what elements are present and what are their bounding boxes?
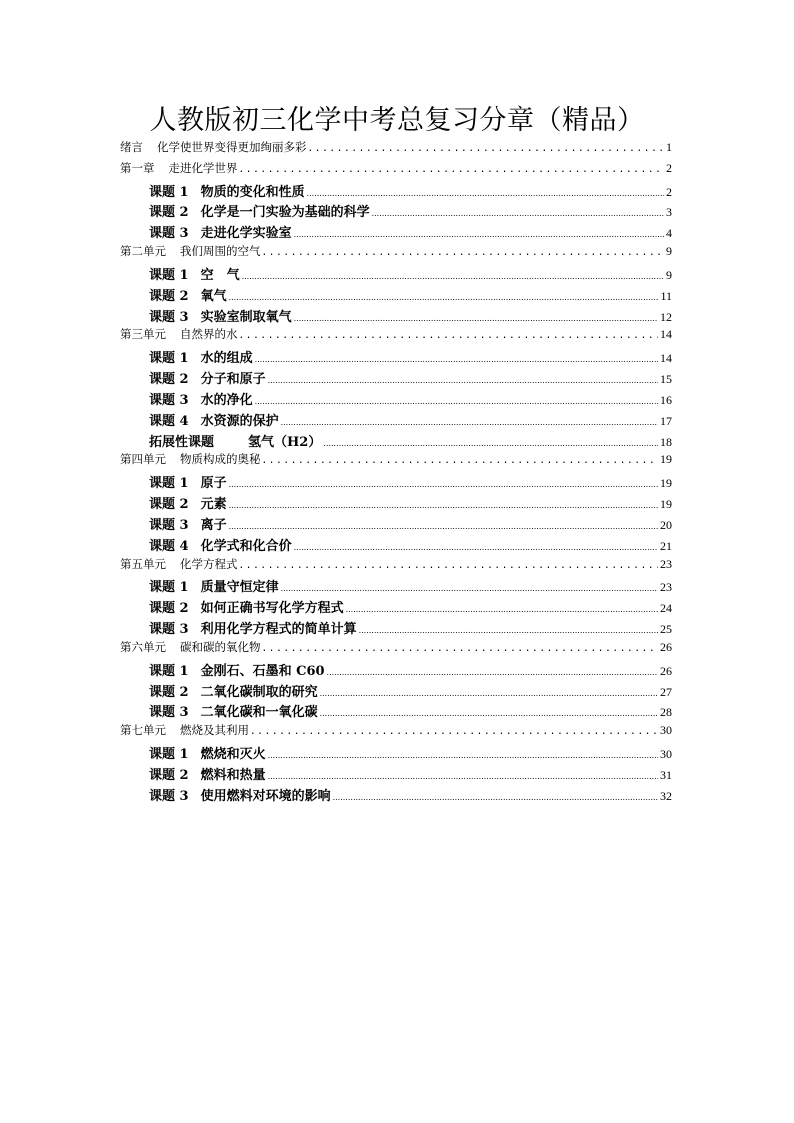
toc-entry-label: 课题 2: [149, 497, 189, 513]
toc-entry-title: 原子: [200, 476, 227, 492]
toc-lesson-entry[interactable]: [149, 410, 672, 429]
toc-entry-label: 课题 3: [149, 622, 189, 638]
dot-leader: [323, 439, 658, 448]
toc-lesson-entry[interactable]: [149, 681, 672, 700]
toc-entry-title: 二氧化碳制取的研究: [200, 684, 318, 700]
dot-leader: [240, 327, 659, 341]
toc-lesson-entry[interactable]: [149, 368, 672, 387]
toc-entry-title: 二氧化碳和一氧化碳: [200, 705, 318, 721]
dot-leader: [255, 355, 658, 364]
toc-lesson-entry[interactable]: [149, 431, 672, 450]
dot-leader: [294, 314, 658, 323]
toc-lesson-entry[interactable]: [149, 264, 672, 283]
toc-lesson-entry[interactable]: [149, 576, 672, 595]
toc-page-number: 23: [660, 580, 672, 595]
toc-entry-title: 金刚石、石墨和 C60: [200, 663, 325, 679]
toc-lesson-entry[interactable]: [149, 785, 672, 804]
toc-page-number: 2: [666, 160, 672, 175]
toc-entry-label: 课题 3: [149, 705, 189, 721]
toc-page-number: 23: [660, 556, 672, 571]
dot-leader: [229, 501, 658, 510]
toc-entry-label: 第一章: [120, 160, 155, 175]
toc-lesson-entry[interactable]: [149, 597, 672, 616]
toc-entry-title: 水的净化: [200, 392, 253, 408]
toc-unit-entry[interactable]: [120, 451, 672, 467]
dot-leader: [242, 272, 664, 281]
toc-entry-label: 第六单元: [120, 639, 166, 654]
toc-page-number: 19: [660, 497, 672, 512]
toc-entry-title: 分子和原子: [200, 372, 266, 388]
toc-page-number: 27: [660, 684, 672, 699]
toc-entry-label: 课题 3: [149, 392, 189, 408]
toc-entry-title: 碳和碳的氧化物: [180, 639, 261, 654]
dot-leader: [359, 626, 658, 635]
toc-lesson-entry[interactable]: [149, 306, 672, 325]
toc-lesson-entry[interactable]: [149, 618, 672, 637]
toc-lesson-entry[interactable]: [149, 389, 672, 408]
toc-page-number: 19: [660, 476, 672, 491]
toc-entry-label: 课题 2: [149, 767, 189, 783]
toc-entry-label: 课题 2: [149, 205, 189, 221]
toc-entry-label: 课题 3: [149, 788, 189, 804]
dot-leader: [263, 452, 659, 466]
toc-page-number: 12: [660, 309, 672, 324]
toc-entry-label: 课题 1: [149, 747, 189, 763]
toc-entry-title: 物质构成的奥秘: [180, 452, 261, 467]
toc-entry-title: 化学式和化合价: [200, 538, 292, 554]
dot-leader: [240, 161, 665, 175]
toc-entry-title: 化学使世界变得更加绚丽多彩: [157, 140, 307, 154]
toc-lesson-entry[interactable]: [149, 493, 672, 512]
dot-leader: [268, 751, 658, 760]
toc-entry-label: 课题 2: [149, 288, 189, 304]
toc-page-number: 31: [660, 767, 672, 782]
dot-leader: [294, 230, 664, 239]
dot-leader: [268, 772, 658, 781]
dot-leader: [268, 376, 658, 385]
dot-leader: [320, 709, 658, 718]
toc-entry-label: 课题 3: [149, 309, 189, 325]
toc-unit-entry[interactable]: [120, 243, 672, 259]
toc-entry-title: 氢气（H2）: [248, 434, 322, 450]
toc-entry-title: 自然界的水: [180, 327, 238, 342]
dot-leader: [333, 793, 658, 802]
dot-leader: [263, 640, 659, 654]
toc-page-number: 32: [660, 788, 672, 803]
toc-page-number: 20: [660, 517, 672, 532]
toc-entry-title: 燃烧及其利用: [180, 723, 249, 738]
dot-leader: [229, 293, 659, 302]
toc-entry-label: 课题 1: [149, 351, 189, 367]
toc-lesson-entry[interactable]: [149, 764, 672, 783]
toc-page-number: 4: [666, 226, 672, 241]
toc-entry-title: 空 气: [200, 267, 240, 283]
dot-leader: [240, 557, 659, 571]
toc-page-number: 15: [660, 372, 672, 387]
toc-page-number: 21: [660, 538, 672, 553]
dot-leader: [229, 480, 658, 489]
toc-lesson-entry[interactable]: [149, 201, 672, 220]
toc-page-number: 25: [660, 622, 672, 637]
toc-entry-label: 课题 3: [149, 517, 189, 533]
toc-page-number: 9: [666, 244, 672, 259]
dot-leader: [263, 244, 665, 258]
toc-entry-title: 走进化学世界: [168, 160, 238, 175]
toc-entry-label: 课题 1: [149, 580, 189, 596]
toc-unit-entry[interactable]: [120, 160, 672, 176]
toc-lesson-entry[interactable]: [149, 285, 672, 304]
toc-page-number: 1: [666, 140, 672, 154]
dot-leader: [294, 543, 658, 552]
toc-unit-entry[interactable]: [120, 639, 672, 655]
toc-entry-title: 使用燃料对环境的影响: [200, 788, 331, 804]
toc-entry-title: 利用化学方程式的简单计算: [200, 622, 357, 638]
toc-entry-title: 走进化学实验室: [200, 226, 292, 242]
toc-entry-label: 第四单元: [120, 452, 166, 467]
toc-lesson-entry[interactable]: [149, 660, 672, 679]
dot-leader: [346, 605, 658, 614]
toc-lesson-entry[interactable]: [149, 347, 672, 366]
dot-leader: [309, 140, 665, 154]
toc-lesson-entry[interactable]: [149, 472, 672, 491]
toc-page-number: 9: [666, 267, 672, 282]
toc-entry-title: 元素: [200, 497, 227, 513]
toc-entry-title: 燃料和热量: [200, 767, 266, 783]
toc-entry-label: 课题 3: [149, 226, 189, 242]
dot-leader: [307, 189, 664, 198]
toc-lesson-entry[interactable]: [149, 222, 672, 241]
document-title: 人教版初三化学中考总复习分章（精品）: [149, 105, 645, 136]
toc-unit-entry[interactable]: [120, 556, 672, 572]
toc-entry-title: 实验室制取氧气: [200, 309, 292, 325]
toc-entry-label: 第七单元: [120, 723, 166, 738]
toc-page-number: 28: [660, 705, 672, 720]
toc-entry-label: 拓展性课题: [149, 434, 215, 450]
toc-entry-title: 水的组成: [200, 351, 253, 367]
toc-entry-label: 课题 2: [149, 372, 189, 388]
toc-page-number: 3: [666, 205, 672, 220]
dot-leader: [320, 689, 658, 698]
toc-page-number: 17: [660, 413, 672, 428]
toc-entry-label: 第三单元: [120, 327, 166, 342]
toc-lesson-entry[interactable]: [149, 701, 672, 720]
toc-entry-label: 课题 1: [149, 267, 189, 283]
toc-entry-label: 课题 1: [149, 476, 189, 492]
toc-entry-label: 绪言: [120, 140, 143, 154]
toc-page-number: 26: [660, 639, 672, 654]
dot-leader: [281, 418, 658, 427]
toc-entry-label: 课题 1: [149, 663, 189, 679]
dot-leader: [281, 584, 658, 593]
toc-lesson-entry[interactable]: [149, 535, 672, 554]
dot-leader: [327, 668, 658, 677]
dot-leader: [372, 209, 664, 218]
toc-lesson-entry[interactable]: [149, 743, 672, 762]
toc-unit-entry[interactable]: [120, 722, 672, 738]
toc-entry-title: 离子: [200, 517, 227, 533]
toc-page-number: 11: [660, 288, 672, 303]
toc-unit-entry[interactable]: [120, 139, 672, 155]
toc-entry-label: 第五单元: [120, 556, 166, 571]
toc-entry-label: 课题 1: [149, 184, 189, 200]
toc-page-number: 14: [660, 351, 672, 366]
dot-leader: [251, 723, 658, 737]
toc-entry-title: 燃烧和灭火: [200, 747, 266, 763]
toc-lesson-entry[interactable]: [149, 181, 672, 200]
toc-page-number: 24: [660, 601, 672, 616]
dot-leader: [229, 522, 658, 531]
toc-page-number: 26: [660, 663, 672, 678]
toc-entry-title: 质量守恒定律: [200, 580, 279, 596]
toc-entry-label: 课题 2: [149, 601, 189, 617]
dot-leader: [255, 397, 658, 406]
toc-entry-title: 化学方程式: [180, 556, 238, 571]
toc-entry-label: 课题 4: [149, 538, 189, 554]
toc-entry-label: 第二单元: [120, 244, 166, 259]
toc-page-number: 30: [660, 747, 672, 762]
toc-page-number: 2: [666, 184, 672, 199]
toc-page-number: 30: [660, 723, 672, 738]
toc-unit-entry[interactable]: [120, 326, 672, 342]
toc-entry-label: 课题 4: [149, 413, 189, 429]
toc-page-number: 16: [660, 392, 672, 407]
toc-entry-title: 化学是一门实验为基础的科学: [200, 205, 370, 221]
toc-page-number: 18: [660, 434, 672, 449]
toc-page-number: 19: [660, 452, 672, 467]
toc-entry-title: 氧气: [200, 288, 227, 304]
toc-entry-title: 物质的变化和性质: [200, 184, 305, 200]
toc-entry-label: 课题 2: [149, 684, 189, 700]
toc-entry-title: 如何正确书写化学方程式: [200, 601, 344, 617]
toc-page-number: 14: [660, 327, 672, 342]
toc-entry-title: 水资源的保护: [200, 413, 279, 429]
toc-lesson-entry[interactable]: [149, 514, 672, 533]
toc-entry-title: 我们周围的空气: [180, 244, 261, 259]
